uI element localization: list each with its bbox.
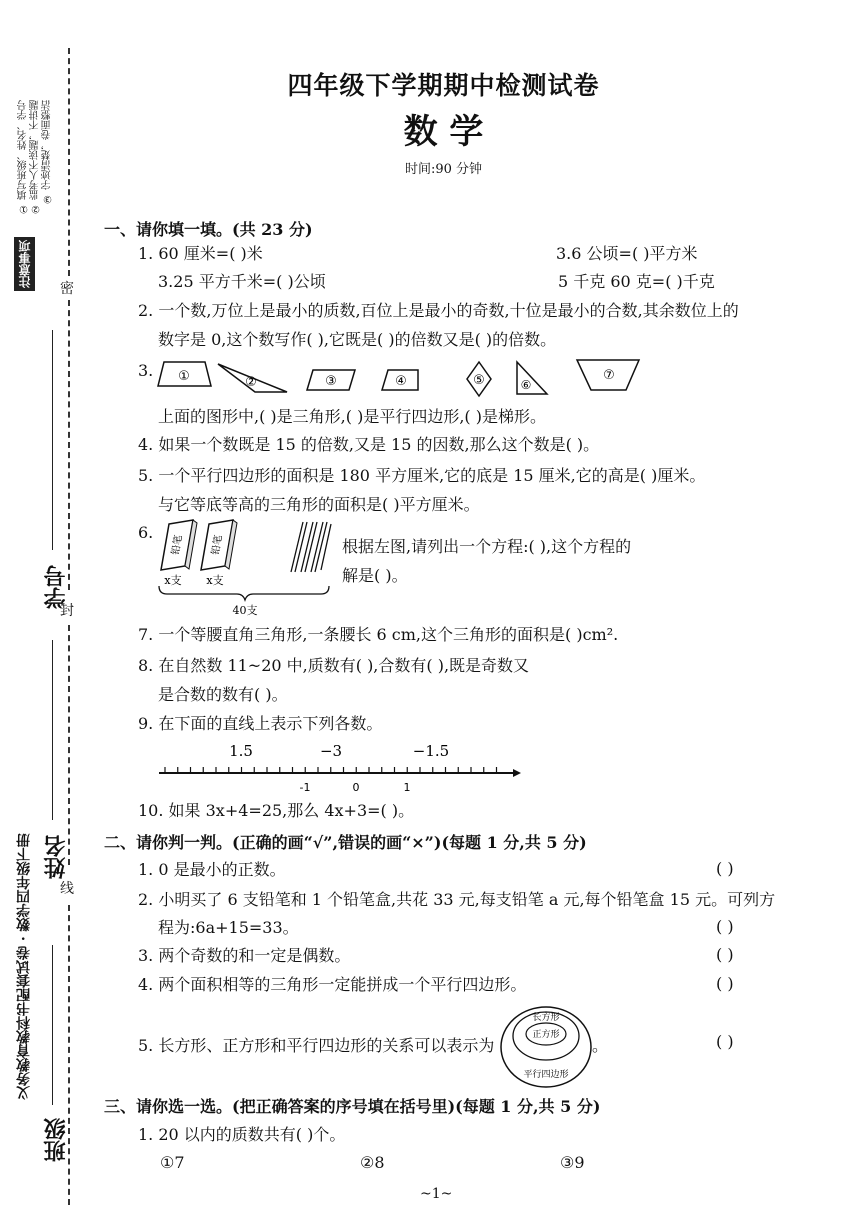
s2-q4: 4. 两个面积相等的三角形一定能拼成一个平行四边形。 <box>138 975 527 994</box>
banji-label: 班级 <box>43 1118 69 1162</box>
shape-1-label: ① <box>178 369 190 384</box>
cut-line-2 <box>68 625 70 865</box>
xingming-line <box>52 640 53 820</box>
venn-diagram <box>498 1004 594 1090</box>
pencil-box-2 <box>201 520 237 570</box>
q1-part-d: 5 千克 60 克=( )千克 <box>558 272 715 291</box>
s2-q1-answer[interactable]: ( ) <box>716 859 734 878</box>
q6-line-2: 解是( )。 <box>342 566 408 585</box>
notice-line-2: ② 监考人不读题，不讲题 <box>30 100 41 215</box>
exam-time: 时间:90 分钟 <box>404 162 483 177</box>
nl-tick-label-neg1: -1 <box>299 781 311 794</box>
pencils-bundle <box>291 522 331 572</box>
venn-label-square: 正方形 <box>532 1030 560 1040</box>
nl-value-1: 1.5 <box>229 742 253 760</box>
s2-q2-line-2: 程为:6a+15=33。 <box>158 918 299 937</box>
banji-line <box>52 945 53 1105</box>
number-line <box>155 738 535 808</box>
shape-3-label: ③ <box>325 374 337 389</box>
pencil-box-1 <box>161 520 197 570</box>
q6-illustration <box>155 518 335 618</box>
series-label: 义务教育教科书配套试卷 · 数学四年级下册 <box>16 833 32 1100</box>
s2-q2-answer[interactable]: ( ) <box>716 917 734 936</box>
s2-q5: 5. 长方形、正方形和平行四边形的关系可以表示为 <box>138 1036 495 1055</box>
q3-number: 3. <box>138 361 154 380</box>
s2-q3-answer[interactable]: ( ) <box>716 945 734 964</box>
q8-line-1: 8. 在自然数 11~20 中,质数有( ),合数有( ),既是奇数又 <box>138 656 530 675</box>
q7: 7. 一个等腰直角三角形,一条腰长 6 cm,这个三角形的面积是( )cm². <box>138 625 619 644</box>
q6-number: 6. <box>138 523 154 542</box>
s3-q1-option-b[interactable]: ②8 <box>360 1153 385 1172</box>
s2-q3: 3. 两个奇数的和一定是偶数。 <box>138 946 351 965</box>
xingming-label: 姓名 <box>43 835 69 879</box>
notice-title: 注意事项 <box>14 237 35 291</box>
section-2-title: 二、请你判一判。(正确的画“√”,错误的画“×”)(每题 1 分,共 5 分) <box>104 833 587 852</box>
q8-line-2: 是合数的数有( )。 <box>158 685 288 704</box>
q6-total-label: 40支 <box>232 604 258 617</box>
nl-arrow <box>513 769 521 777</box>
subject-title: 数 学 <box>403 112 484 152</box>
xuehao-line <box>52 330 53 550</box>
q6-line-1: 根据左图,请列出一个方程:( ),这个方程的 <box>342 537 632 556</box>
s2-q5-answer[interactable]: ( ) <box>716 1032 734 1051</box>
seal-xian: 线 <box>60 881 74 897</box>
s2-q1: 1. 0 是最小的正数。 <box>138 860 286 879</box>
shape-4-label: ④ <box>395 374 407 389</box>
nl-value-3: −1.5 <box>412 742 450 760</box>
s3-q1-option-c[interactable]: ③9 <box>560 1153 585 1172</box>
page-title: 四年级下学期期中检测试卷 <box>287 71 600 100</box>
q4: 4. 如果一个数既是 15 的倍数,又是 15 的因数,那么这个数是( )。 <box>138 435 600 454</box>
pencil-box-1-text: 铅笔 <box>170 534 185 556</box>
s2-q2-line-1: 2. 小明买了 6 支铅笔和 1 个铅笔盒,共花 33 元,每支铅笔 a 元,每个铅笔盒 15 元。可列方 <box>138 890 776 909</box>
q1-part-c: 3.25 平方千米=( )公顷 <box>158 272 326 291</box>
section-3-title: 三、请你选一选。(把正确答案的序号填在括号里)(每题 1 分,共 5 分) <box>104 1097 601 1116</box>
q1-part-b: 3.6 公顷=( )平方米 <box>556 244 698 263</box>
q2-line-1: 2. 一个数,万位上是最小的质数,百位上是最小的奇数,十位是最小的合数,其余数位上的 <box>138 301 739 320</box>
q9: 9. 在下面的直线上表示下列各数。 <box>138 714 383 733</box>
q6-brace <box>159 586 329 600</box>
nl-tick-label-0: 0 <box>352 781 360 794</box>
shape-2-label: ② <box>245 375 257 390</box>
shapes-row <box>155 352 655 402</box>
venn-label-parallelogram: 平行四边形 <box>523 1070 569 1080</box>
seal-feng: 封 <box>60 603 74 619</box>
q6-label-x1: x支 <box>164 574 182 587</box>
s2-q5-end: 。 <box>592 1036 609 1055</box>
s3-q1-option-a[interactable]: ①7 <box>160 1153 185 1172</box>
q6-label-x2: x支 <box>206 574 224 587</box>
shape-5-label: ⑤ <box>473 373 485 388</box>
s2-q4-answer[interactable]: ( ) <box>716 974 734 993</box>
q2-line-2: 数字是 0,这个数写作( ),它既是( )的倍数又是( )的倍数。 <box>158 330 557 349</box>
nl-tick-label-1: 1 <box>403 781 411 794</box>
section-1-title: 一、请你填一填。(共 23 分) <box>104 220 313 239</box>
q5-line-1: 5. 一个平行四边形的面积是 180 平方厘米,它的底是 15 厘米,它的高是( )厘米。 <box>138 466 706 485</box>
pencil-box-2-text: 铅笔 <box>210 534 225 556</box>
q3-answer-line: 上面的图形中,( )是三角形,( )是平行四边形,( )是梯形。 <box>158 407 546 426</box>
notice-line-1: ① 填写班级、姓名、学号 <box>18 100 29 215</box>
q1-part-a: 1. 60 厘米=( )米 <box>138 244 263 263</box>
xuehao-label: 学号 <box>43 565 69 609</box>
shape-6-label: ⑥ <box>520 378 532 392</box>
notice-line-3: ③ 字迹清楚，卷面整洁 <box>42 100 53 205</box>
page-number: ~1~ <box>420 1186 453 1202</box>
nl-value-2: −3 <box>319 742 343 760</box>
shape-7-label: ⑦ <box>603 368 615 383</box>
cut-line-1 <box>68 300 70 590</box>
q5-line-2: 与它等底等高的三角形的面积是( )平方厘米。 <box>158 495 480 514</box>
s3-q1: 1. 20 以内的质数共有( )个。 <box>138 1125 346 1144</box>
q10: 10. 如果 3x+4=25,那么 4x+3=( )。 <box>138 801 415 820</box>
seal-mi: 密 <box>60 281 74 297</box>
venn-label-rectangle: 长方形 <box>532 1013 560 1023</box>
